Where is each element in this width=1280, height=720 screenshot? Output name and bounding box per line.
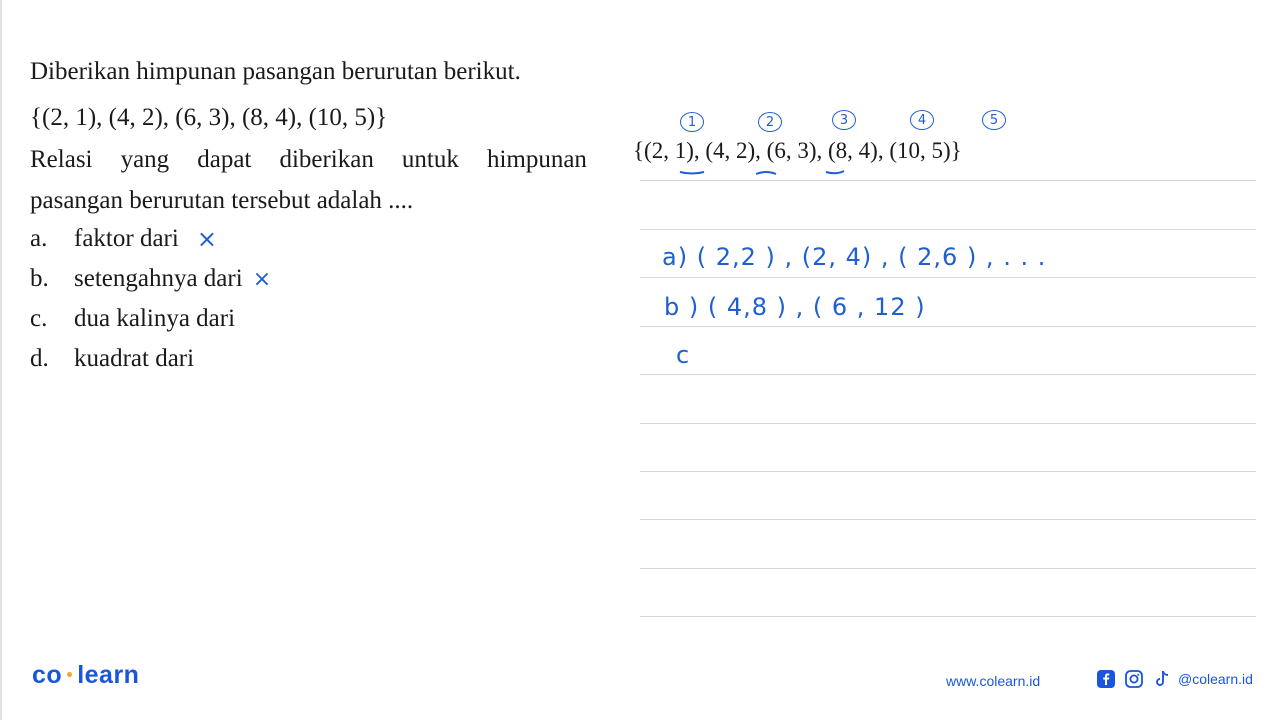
- cross-mark: ×: [196, 225, 217, 253]
- ruled-line: [640, 519, 1256, 520]
- logo-dot: [67, 672, 72, 677]
- note-line-c: c: [676, 341, 690, 369]
- word: himpunan: [486, 146, 587, 173]
- question-line-3: [30, 146, 587, 174]
- option-letter: a.: [30, 225, 48, 252]
- option-text: dua kalinya dari: [74, 305, 236, 332]
- instagram-icon[interactable]: [1124, 669, 1144, 689]
- website-link[interactable]: www.colearn.id: [946, 673, 1041, 689]
- word: Relasi: [30, 146, 93, 173]
- circled-number: 1: [680, 112, 704, 132]
- option-letter: c.: [30, 305, 48, 332]
- option-text: faktor dari: [74, 225, 179, 252]
- option-c[interactable]: [30, 305, 235, 333]
- logo-text-left: co: [32, 661, 63, 689]
- circled-number: 4: [910, 110, 934, 130]
- underline-mark: [756, 172, 776, 174]
- ruled-line: [640, 374, 1256, 375]
- note-line-a: a) ( 2,2 ) , (2, 4) , ( 2,6 ) , . . .: [662, 243, 1047, 271]
- circled-number: 2: [758, 112, 782, 132]
- left-edge-divider: [0, 0, 2, 720]
- ruled-line: [640, 423, 1256, 424]
- circled-number: 5: [982, 110, 1006, 130]
- ruled-line: [640, 180, 1256, 181]
- question-line-4: pasangan berurutan tersebut adalah ....: [30, 187, 414, 214]
- question-set: {(2, 1), (4, 2), (6, 3), (8, 4), (10, 5)}: [30, 104, 388, 131]
- option-letter: b.: [30, 265, 49, 292]
- option-a[interactable]: [30, 225, 217, 253]
- option-text: kuadrat dari: [74, 345, 195, 372]
- underline-mark: [680, 172, 704, 174]
- ruled-line: [640, 471, 1256, 472]
- facebook-icon[interactable]: [1096, 669, 1116, 689]
- ruled-line: [640, 229, 1256, 230]
- underline-mark: [826, 171, 844, 173]
- ruled-line: [640, 616, 1256, 617]
- ruled-line: [640, 326, 1256, 327]
- word: dapat: [197, 146, 252, 173]
- ruled-line: [640, 568, 1256, 569]
- underline-marks: [676, 166, 876, 180]
- note-line-b: b ) ( 4,8 ) , ( 6 , 12 ): [664, 293, 926, 321]
- option-text: setengahnya dari: [74, 265, 243, 292]
- option-letter: d.: [30, 345, 49, 372]
- social-handle[interactable]: @colearn.id: [1178, 671, 1253, 687]
- circled-number: 3: [832, 110, 856, 130]
- colearn-logo[interactable]: [32, 661, 139, 690]
- word: yang: [120, 146, 170, 173]
- tiktok-icon[interactable]: [1152, 669, 1172, 689]
- ruled-line: [640, 277, 1256, 278]
- logo-text-right: learn: [77, 661, 140, 689]
- word: untuk: [401, 146, 459, 173]
- question-intro: Diberikan himpunan pasangan berurutan berikut.: [30, 58, 521, 85]
- word: diberikan: [279, 146, 374, 173]
- social-links: [1096, 669, 1253, 689]
- cross-mark: ×: [252, 266, 272, 292]
- option-b[interactable]: [30, 265, 271, 293]
- notes-set: {(2, 1), (4, 2), (6, 3), (8, 4), (10, 5)}: [633, 138, 962, 163]
- option-d[interactable]: [30, 345, 194, 373]
